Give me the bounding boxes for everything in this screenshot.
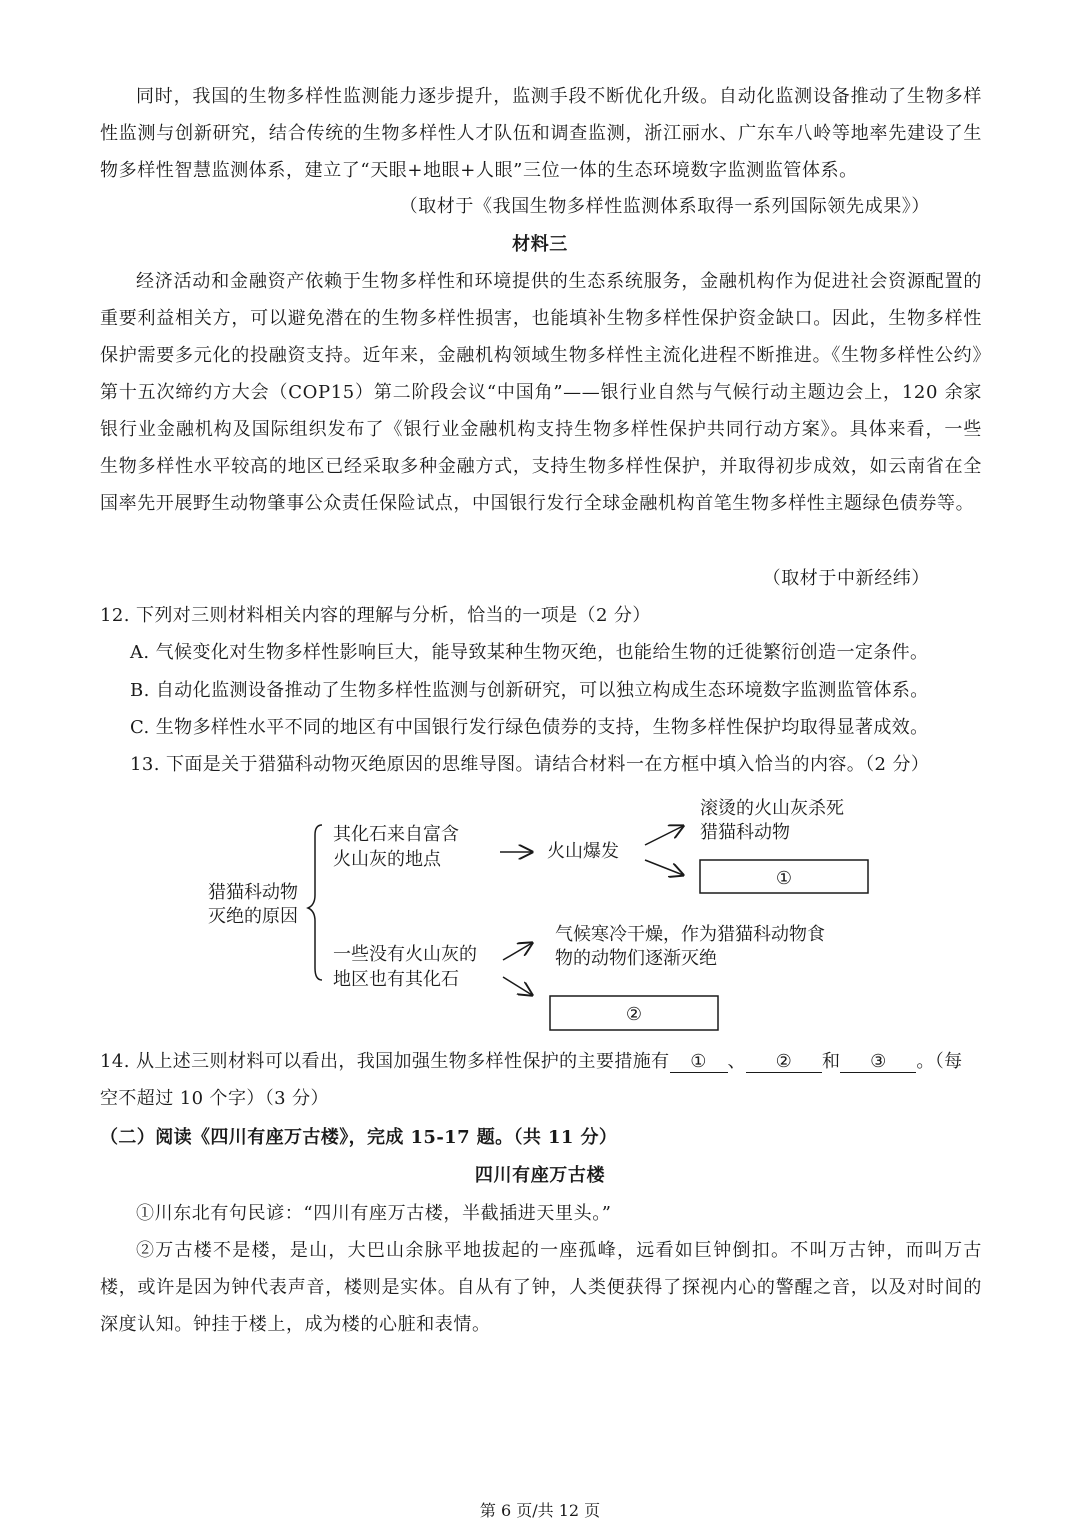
article-paragraph-1: ①川东北有句民谚：“四川有座万古楼，半截插进天里头。”	[136, 1203, 612, 1224]
material-three-title: 材料三	[512, 234, 568, 255]
mindmap-result2-line2: 物的动物们逐渐灭绝	[555, 948, 717, 969]
arrow-icon	[645, 860, 683, 875]
mind-map	[0, 780, 1080, 1040]
q14-separator: 、	[727, 1051, 746, 1072]
source-citation: （取材于《我国生物多样性监测体系取得一系列国际领先成果》）	[399, 196, 930, 217]
mindmap-result1-line1: 滚烫的火山灰杀死	[700, 798, 844, 819]
passage-paragraph: 同时，我国的生物多样性监测能力逐步提升，监测手段不断优化升级。自动化监测设备推动了生物多样性监测与创新研究，结合传统的生物多样性人才队伍和调查监测，浙江丽水、广东车八岭等地率先建设了生物多样性智慧监测体系，建立了“天眼+地眼+人眼”三位一体的生态环境数字监测监管体系。	[100, 86, 982, 181]
arrow-icon	[645, 826, 683, 845]
question-13-stem: 13. 下面是关于猎猫科动物灭绝原因的思维导图。请结合材料一在方框中填入恰当的内容。（2 分）	[130, 754, 930, 775]
arrow-icon	[503, 977, 532, 995]
question-14-line2: 空不超过 10 个字）（3 分）	[100, 1088, 329, 1109]
question-14	[100, 1047, 963, 1073]
option-a: A. 气候变化对生物多样性影响巨大，能导致某种生物灭绝，也能给生物的迁徙繁衍创造一定条件。	[130, 642, 929, 663]
mindmap-volcano: 火山爆发	[547, 841, 619, 862]
page-number: 第 6 页/共 12 页	[479, 1501, 601, 1520]
answer-blank-2[interactable]: ②	[746, 1051, 822, 1073]
answer-blank-3[interactable]: ③	[840, 1051, 916, 1073]
option-c: C. 生物多样性水平不同的地区有中国银行发行绿色债券的支持，生物多样性保护均取得显著成效。	[130, 717, 929, 738]
mindmap-branch1-line1: 其化石来自富含	[333, 824, 459, 845]
source-citation: （取材于中新经纬）	[762, 568, 930, 589]
article-paragraph-2: ②万古楼不是楼，是山，大巴山余脉平地拔起的一座孤峰，远看如巨钟倒扣。不叫万古钟，而叫万古楼，或许是因为钟代表声音，楼则是实体。自从有了钟，人类便获得了探视内心的警醒之音，以及对时间的深度认知。钟挂于楼上，成为楼的心脏和表情。	[100, 1240, 982, 1335]
mindmap-result2-line1: 气候寒冷干燥，作为猎猫科动物食	[555, 924, 825, 945]
material-three-text: 经济活动和金融资产依赖于生物多样性和环境提供的生态系统服务，金融机构作为促进社会资源配置的重要利益相关方，可以避免潜在的生物多样性损害，也能填补生物多样性保护资金缺口。因此，生物多样性保护需要多元化的投融资支持。近年来，金融机构领域生物多样性主流化进程不断推进。《生物多样性公约》第十五次缔约方大会（COP15）第二阶段会议“中国角”——银行业自然与气候行动主题边会上，120 余家银行业金融机构及国际组织发布了《银行业金融机构支持生物多样性保护共同行动方案》。具体来看，一些生物多样性水平较高的地区已经采取多种金融方式，支持生物多样性保护，并取得初步成效，如云南省在全国率先开展野生动物肇事公众责任保险试点，中国银行发行全球金融机构首笔生物多样性主题绿色债券等。	[100, 271, 982, 514]
section-heading: （二）阅读《四川有座万古楼》，完成 15-17 题。（共 11 分）	[100, 1127, 618, 1148]
mindmap-branch2-line1: 一些没有火山灰的	[333, 944, 477, 965]
mindmap-branch2-line2: 地区也有其化石	[333, 969, 459, 990]
q14-prefix: 14. 从上述三则材料可以看出，我国加强生物多样性保护的主要措施有	[100, 1051, 670, 1072]
mindmap-root-line1: 猎猫科动物	[208, 882, 298, 903]
q14-suffix: 。（每	[916, 1051, 963, 1072]
mindmap-branch1-line2: 火山灰的地点	[333, 849, 441, 870]
answer-box-2-label: ②	[625, 1004, 643, 1025]
q14-separator: 和	[821, 1051, 841, 1072]
arrow-icon	[503, 943, 532, 960]
brace-icon	[308, 825, 322, 980]
answer-box-1-label: ①	[775, 868, 793, 889]
mindmap-result1-line2: 猎猫科动物	[700, 822, 790, 843]
question-12-stem: 12. 下列对三则材料相关内容的理解与分析，恰当的一项是（2 分）	[100, 605, 651, 626]
option-b: B. 自动化监测设备推动了生物多样性监测与创新研究，可以独立构成生态环境数字监测监管体系。	[130, 680, 929, 701]
mindmap-root-line2: 灭绝的原因	[208, 906, 298, 927]
answer-blank-1[interactable]: ①	[670, 1051, 728, 1073]
article-title: 四川有座万古楼	[474, 1165, 606, 1186]
